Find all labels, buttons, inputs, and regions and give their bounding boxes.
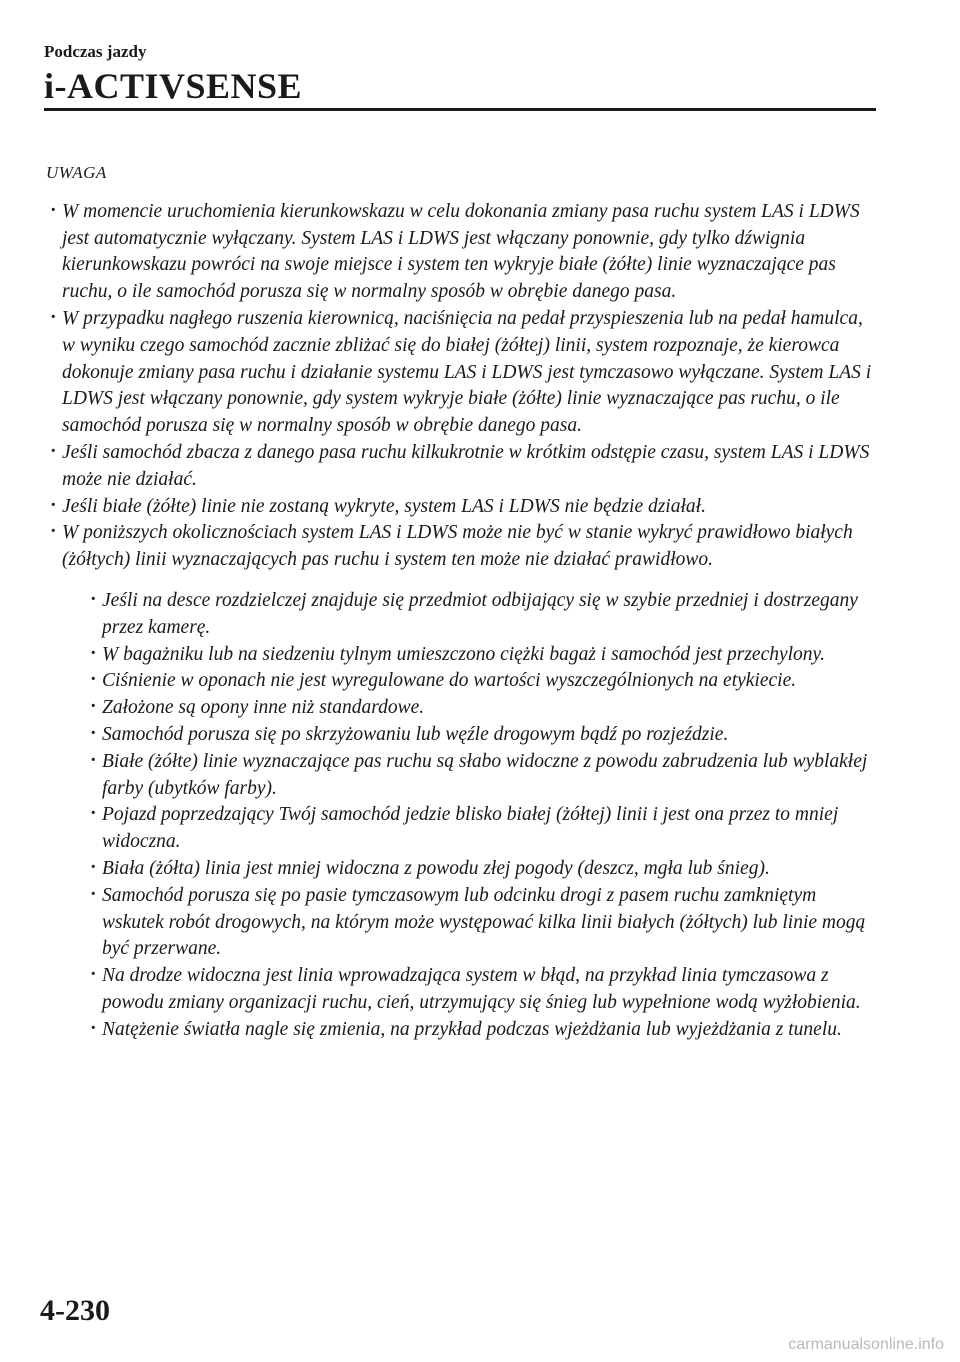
- sub-list-item: · W bagażniku lub na siedzeniu tylnym umieszczono ciężki bagaż i samochód jest przechylony.: [84, 642, 880, 669]
- sub-list-item: · Na drodze widoczna jest linia wprowadzająca system w błąd, na przykład linia tymczasowa z powodu zmiany organizacji ruchu, cień, utrzymujący się śnieg lub wypełnione wodą wyżłobienia.: [84, 963, 880, 1017]
- sub-list-item: · Pojazd poprzedzający Twój samochód jedzie blisko białej (żółtej) linii i jest ona przez to mniej widoczna.: [84, 802, 880, 856]
- list-item: [44, 520, 880, 1043]
- sub-list-item: · Ciśnienie w oponach nie jest wyregulowane do wartości wyszczególnionych na etykiecie.: [84, 668, 880, 695]
- list-item: · W momencie uruchomienia kierunkowskazu w celu dokonania zmiany pasa ruchu system LAS i LDWS jest automatycznie wyłączany. System LAS i LDWS jest włączany ponownie, gdy tylko dźwignia kierunkowskazu powróci na swoje miejsce i system ten wykryje białe (żółte) linie wyznaczające pas ruchu, o ile samochód porusza się w normalny sposób w obrębie danego pasa.: [44, 199, 880, 306]
- page-header: [44, 42, 302, 106]
- header-divider: [44, 108, 876, 111]
- sub-list-item: · Białe (żółte) linie wyznaczające pas ruchu są słabo widoczne z powodu zabrudzenia lub wyblakłej farby (ubytków farby).: [84, 749, 880, 803]
- list-item: · Jeśli białe (żółte) linie nie zostaną wykryte, system LAS i LDWS nie będzie działał.: [44, 494, 880, 521]
- sub-list-item: · Jeśli na desce rozdzielczej znajduje się przedmiot odbijający się w szybie przedniej i dostrzegany przez kamerę.: [84, 588, 880, 642]
- section-label: Podczas jazdy: [44, 42, 147, 61]
- sub-list: [62, 588, 880, 1044]
- sub-list-item: · Założone są opony inne niż standardowe.: [84, 695, 880, 722]
- sub-list-item: · Samochód porusza się po pasie tymczasowym lub odcinku drogi z pasem ruchu zamkniętym wskutek robót drogowych, na którym może występować kilka linii białych (żółtych) lub linie mogą być przerwane.: [84, 883, 880, 963]
- page-number: 4-230: [40, 1294, 110, 1327]
- sub-list-item: · Biała (żółta) linia jest mniej widoczna z powodu złej pogody (deszcz, mgła lub śnieg).: [84, 856, 880, 883]
- list-item: · W przypadku nagłego ruszenia kierownicą, naciśnięcia na pedał przyspieszenia lub na pedał hamulca, w wyniku czego samochód zacznie zbliżać się do białej (żółtej) linii, system rozpoznaje, że kierowca dokonuje zmiany pasa ruchu i działanie systemu LAS i LDWS jest tymczasowo wyłączane. System LAS i LDWS jest włączany ponownie, gdy system wykryje białe (żółte) linie wyznaczające pas ruchu, o ile samochód porusza się w normalny sposób w obrębie danego pasa.: [44, 306, 880, 440]
- note-label: UWAGA: [46, 163, 107, 182]
- page-title: i-ACTIVSENSE: [44, 66, 303, 106]
- list-item: · Jeśli samochód zbacza z danego pasa ruchu kilkukrotnie w krótkim odstępie czasu, system LAS i LDWS może nie działać.: [44, 440, 880, 494]
- note-list: [44, 199, 880, 1044]
- note-block: [44, 160, 880, 1044]
- list-item-text: W poniższych okolicznościach system LAS i LDWS może nie być w stanie wykryć prawidłowo białych (żółtych) linii wyznaczających pas ruchu i system ten może nie działać prawidłowo.: [62, 522, 853, 571]
- sub-list-item: · Natężenie światła nagle się zmienia, na przykład podczas wjeżdżania lub wyjeżdżania z tunelu.: [84, 1017, 880, 1044]
- watermark: carmanualsonline.info: [788, 1336, 944, 1353]
- sub-list-item: · Samochód porusza się po skrzyżowaniu lub węźle drogowym bądź po rozjeździe.: [84, 722, 880, 749]
